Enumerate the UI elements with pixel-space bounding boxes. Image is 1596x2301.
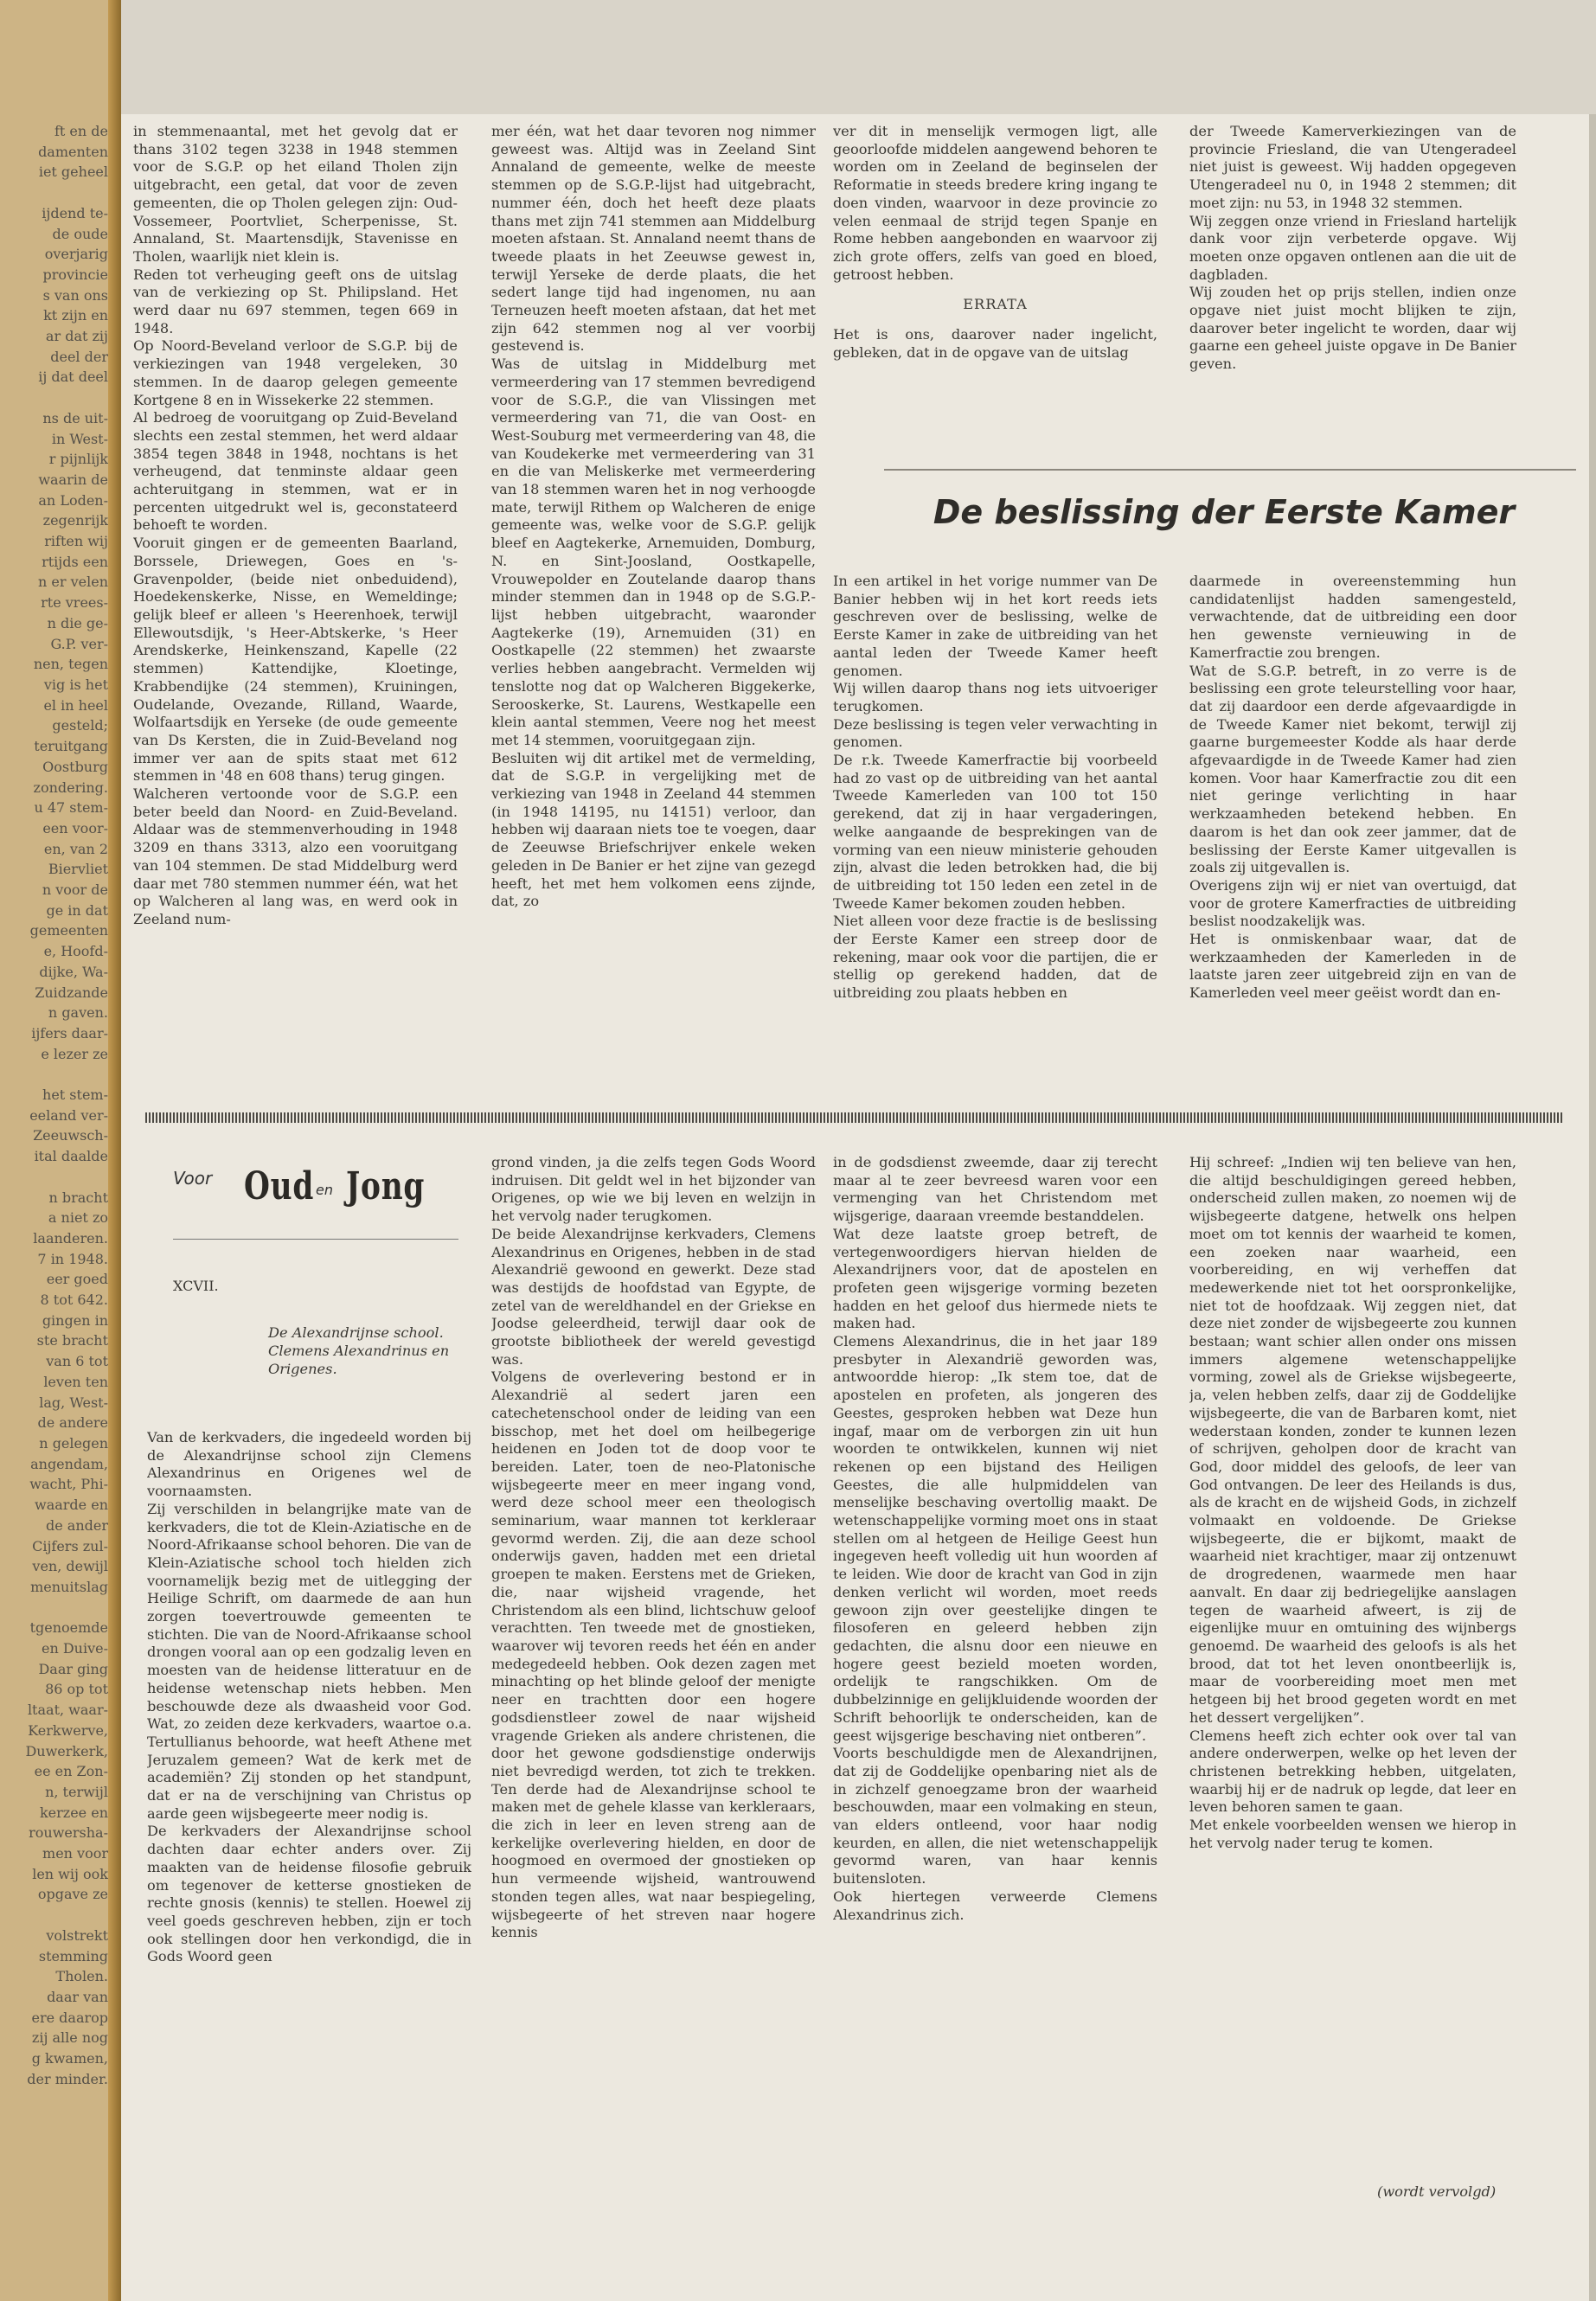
strip-line: gemeenten (29, 922, 108, 939)
strip-line: nen, tegen (33, 656, 108, 673)
strip-line: eer goed (46, 1271, 108, 1288)
paragraph: In een artikel in het vorige nummer van De Banier hebben wij in het kort reeds iets geschreven over de beslissing, welke de Eerste Kamer in zake de uitbreiding van het aantal leden der Tweede Kamer heeft genomen. (833, 573, 1157, 679)
paragraph: Walcheren vertoonde voor de S.G.P. een beter beeld dan Noord- en Zuid-Beveland. Aldaar was de stemmenverhouding in 1948 3209 en thans 3313, alzo een vooruitgang van 104 stemmen. De stad Middelburg werd daar met 780 stemmen nummer één, wat het op Walcheren al lang was, en werd ook in Zeeland num- (133, 785, 458, 927)
strip-line: eeland ver- (29, 1106, 108, 1124)
strip-line: en, van 2 (43, 840, 108, 857)
top-column-2 (491, 123, 816, 1126)
strip-line: a niet zo (48, 1209, 108, 1227)
strip-line: n gaven. (48, 1004, 108, 1022)
strip-line: ltaat, waar- (27, 1702, 108, 1719)
strip-line: ij dat deel (38, 369, 108, 386)
article-headline: De beslissing der Eerste Kamer (933, 493, 1516, 531)
strip-line: gingen in (42, 1311, 108, 1329)
article-column-1 (833, 573, 1157, 1100)
rubric-title (173, 1164, 458, 1225)
paragraph: daarmede in overeenstemming hun candidatenlijst hadden samengesteld, verwachtende, dat de uitbreiding een door hen gewenste vernieuwing in de Kamerfractie zou brengen. (1189, 573, 1516, 661)
strip-line: Zuidzande (35, 984, 108, 1001)
strip-line: van 6 tot (46, 1353, 108, 1370)
strip-line: men voor (42, 1845, 108, 1862)
binding-gutter (108, 0, 121, 2301)
paragraph: Was de uitslag in Middelburg met vermeerdering van 17 stemmen bevredigend voor de S.G.P., die van Vlissingen met vermeerdering van 71, die van Oost- en West-Souburg met vermeerdering van 48, die van Koudekerke met vermeerdering van 31 en die van Meliskerke met vermeerdering van 18 stemmen waren het in nog verhoogde mate, terwijl Rithem op Walcheren de enige gemeente was, welke voor de S.G.P. gelijk bleef en Aagtekerke, Arnemuiden, Domburg, N. en Sint-Joosland, Oostkapelle, Vrouwepolder en Zoutelande daarop thans minder stemmen dan in 1948 op de S.G.P.-lijst hebben uitgebracht, waaronder Aagtekerke (19), Arnemuiden (31) en Oostkapelle (22 stemmen) het zwaarste verlies hebben aangebracht. Vermelden wij tenslotte nog dat op Walcheren Biggekerke, Serooskerke, St. Laurens, Westkapelle een klein aantal stemmen, Veere nog het meest met 14 stemmen, vooruitgegaan zijn. (491, 356, 816, 748)
strip-line: e, Hoofd- (43, 943, 108, 960)
continued-note: (wordt vervolgd) (1377, 2183, 1497, 2200)
strip-line: Daar ging (38, 1660, 108, 1677)
strip-line (0, 1167, 108, 1188)
strip-line: 7 in 1948. (37, 1250, 108, 1267)
strip-line: teruitgang (34, 738, 108, 755)
strip-line: wacht, Phi- (29, 1476, 108, 1493)
page-spine (0, 0, 121, 2301)
rubric-voor: Voor (173, 1168, 213, 1189)
strip-line: rte vrees- (41, 594, 108, 612)
strip-line: g kwamen, (31, 2050, 108, 2067)
section-divider (884, 469, 1576, 471)
strip-line: n, terwijl (45, 1783, 108, 1800)
paragraph: Op Noord-Beveland verloor de S.G.P. bij de verkiezingen van 1948 vergeleken, 30 stemmen. In de daarop gelegen gemeente Kortgene 8 en in Wissekerke 22 stemmen. (133, 337, 458, 408)
strip-line (0, 388, 108, 408)
strip-line: der minder. (27, 2070, 108, 2087)
strip-line: ft en de (54, 123, 108, 139)
strip-line: gesteld; (52, 717, 108, 734)
strip-line: n voor de (42, 881, 108, 899)
paragraph: Hij schreef: „Indien wij ten believe van hen, die altijd beschuldigingen gereed hebben, onderscheid zullen maken, zo noemen wij de wijsbegeerte datgene, hetwelk ons helpen moet om tot kennis der waarheid te komen, een zoeken naar waarheid, een voorbereiding, en wij verheffen dat medewerkende niet tot het oorspronkelijke, niet tot de hoofdzaak. Wij zeggen niet, dat deze niet zonder de wijsbegeerte zou kunnen bestaan; want schier allen onder ons missen immers algemene wetenschappelijke vorming, zowel als de Griekse wijsbegeerte, ja, velen hebben zelfs, daar zij de Goddelijke wijsbegeerte, die van de Barbaren komt, niet wederstaan konden, zonder te kunnen lezen of schrijven, geholpen door de kracht van God, door middel des geloofs, de leer van God ontvangen. De leer des Heilands is dus, als de kracht en de wijsheid Gods, in zichzelf volmaakt en voldoende. De Griekse wijsbegeerte, die er bijkomt, maakt de waarheid niet krachtiger, maar zij ontzenuwt de drogredenen, waarmede men haar aanvalt. En daar zij bedriegelijke aanslagen tegen de waarheid afweert, is zij de eigenlijke muur en omtuining des wijnbergs genoemd. De waarheid des geloofs is als het brood, dat tot het leven onontbeerlijk is, maar de voorbereiding moet men met hetgeen bij het brood gegeten wordt en met het dessert vergelijken”. (1189, 1154, 1516, 1726)
strip-line: n gelegen (39, 1435, 108, 1452)
strip-line: ge in dat (46, 901, 108, 919)
strip-line: zij alle nog (31, 2029, 108, 2047)
bottom-column-2 (491, 1154, 816, 2227)
strip-line: stemming (38, 1947, 108, 1965)
top-column-3 (833, 123, 1157, 460)
strip-line: angendam, (30, 1455, 108, 1472)
article-column-2 (1189, 573, 1516, 1100)
strip-line: leven ten (43, 1373, 108, 1390)
strip-line: n die ge- (47, 614, 108, 631)
adjacent-page-text (0, 121, 108, 2111)
strip-line: tgenoemde (29, 1619, 108, 1637)
newspaper-page (121, 114, 1596, 2301)
paragraph: Clemens heeft zich echter ook over tal van andere onderwerpen, welke op het leven der christenen betrekking hebben, uitgelaten, waarbij hij er de nadruk op legde, dat leer en leven behoren samen te gaan. (1189, 1727, 1516, 1816)
strip-line: vig is het (43, 676, 108, 693)
top-column-1 (133, 123, 458, 1126)
strip-line: u 47 stem- (34, 799, 108, 817)
paragraph: Wat de S.G.P. betreft, in zo verre is de beslissing een grote teleurstelling voor haar, dat zij daardoor een derde afgevaardigde in de Tweede Kamer niet bekomt, terwijl zij gaarne burgemeester Kodde als haar derde afgevaardigde in de Tweede Kamer had zien komen. Voor haar Kamerfractie zou dit een niet geringe verlichting in haar werkzaamheden betekend hebben. En daarom is het dan ook zeer jammer, dat de beslissing der Eerste Kamer uitgevallen is zoals zij uitgevallen is. (1189, 662, 1516, 876)
strip-line: kerzee en (39, 1804, 108, 1821)
strip-line: kt zijn en (43, 307, 108, 324)
strip-line: daar van (47, 1988, 108, 2005)
paragraph: der Tweede Kamerverkiezingen van de provincie Friesland, die van Utengeradeel niet juist is geweest. Wij hadden opgegeven Utengeradeel nu 0, in 1948 2 stemmen; dit moet zijn: nu 53, in 1948 32 stemmen. (1189, 123, 1516, 211)
paragraph: Wat deze laatste groep betreft, de vertegenwoordigers hiervan hielden de Alexandrijners voor, dat de apostelen en profeten geen wijsgerige vorming bezeten hadden en het geloof dus hiermede niets te maken had. (833, 1225, 1157, 1332)
paragraph: Zij verschilden in belangrijke mate van de kerkvaders, die tot de Klein-Aziatische en de Noord-Afrikaanse school behoren. Die van de Klein-Aziatische school toch hielden zich voornamelijk bezig met de uitlegging der Heilige Schrift, om daarmede de aan hun zorgen toevertrouwde gemeenten te stichten. Die van de Noord-Afrikaanse school drongen vooral aan op een godzalig leven en moesten van de heidense litteratuur en de heidense wetenschap niets hebben. Men beschouwde deze als dwaasheid voor God. Wat, zo zeiden deze kerkvaders, waartoe o.a. Tertullianus behoorde, wat heeft Athene met Jeruzalem gemeen? Wat de kerk met de academiën? Zij stonden op het standpunt, dat er na de verschijning van Christus op aarde geen wijsbegeerte meer nodig is. (147, 1500, 471, 1822)
paragraph: Deze beslissing is tegen veler verwachting in genomen. (833, 715, 1157, 751)
strip-line: r pijnlijk (48, 451, 108, 468)
strip-line: el in heel (43, 696, 108, 714)
strip-line: volstrekt (46, 1926, 108, 1944)
strip-line: zondering. (33, 779, 108, 796)
paragraph: Overigens zijn wij er niet van overtuigd, dat voor de grotere Kamerfracties de uitbreiding beslist noodzakelijk was. (1189, 876, 1516, 930)
strip-line: 8 tot 642. (40, 1292, 108, 1309)
strip-line: ijfers daar- (31, 1024, 108, 1042)
paragraph: Al bedroeg de vooruitgang op Zuid-Beveland slechts een zestal stemmen, het werd aldaar 3854 tegen 3848 in 1948, nochtans is het verheugend, dat tenminste aldaar geen achteruitgang in stemmen, wat er in percenten uitgedrukt wel is, geconstateerd behoeft te worden. (133, 409, 458, 534)
page-edge (1589, 114, 1596, 2301)
strip-line: het stem- (42, 1086, 108, 1104)
strip-line: provincie (42, 266, 108, 283)
strip-line: n er velen (38, 574, 108, 591)
strip-line: waarin de (38, 471, 108, 488)
paragraph: in stemmenaantal, met het gevolg dat er thans 3102 tegen 3238 in 1948 stemmen voor de S.G.P. op het eiland Tholen zijn uitgebracht, een getal, dat voor de zeven gemeenten, die op Tholen gelegen zijn: Oud-Vossemeer, Poortvliet, Scherpenisse, St. Annaland, St. Maartensdijk, Stavenisse en Tholen, waarlijk niet klein is. (133, 123, 458, 265)
strip-line: in West- (51, 430, 108, 447)
strip-line: n bracht (48, 1189, 108, 1206)
strip-line: ste bracht (36, 1332, 108, 1349)
paragraph: mer één, wat het daar tevoren nog nimmer geweest was. Altijd was in Zeeland Sint Annaland de gemeente, welke de meeste stemmen op de S.G.P.-lijst had uitgebracht, nummer één, doch het heeft deze plaats thans met zijn 741 stemmen aan Middelburg moeten afstaan. St. Annaland neemt thans de tweede plaats in het Zeeuwse gewest in, terwijl Yerseke de derde plaats, die het sedert lange tijd had ingenomen, nu aan Terneuzen heeft moeten afstaan, dat het met zijn 642 stemmen nog al ver voorbij gestevend is. (491, 123, 816, 355)
top-column-4 (1189, 123, 1516, 460)
strip-line: Cijfers zul- (32, 1537, 108, 1554)
paragraph: Volgens de overlevering bestond er in Alexandrië al sedert jaren een catechetenschool onder de leiding van een bisschop, met het doel om heilbegerige heidenen en Joden tot de doop voor te bereiden. Later, toen de neo-Platonische wijsbegeerte meer en meer ingang vond, werd deze school meer een theologisch seminarium, waar mannen tot kerkleraar gevormd werden. Zij, die aan deze school onderwijs gaven, hadden met een drietal groepen te maken. Eerstens met de Grieken, die, naar wijsheid vragende, het Christendom als een blind, lichtschuw geloof verachtten. Ten tweede met de gnostieken, waarover wij tevoren reeds het één en ander medegedeeld hebben. Ook dezen zagen met minachting op het blinde geloof der menigte neer en trachtten door een hogere godsdienstleer zowel de naar wijsheid vragende Grieken als andere christenen, die door het gewone godsdienstige onderwijs niet bevredigd werden, tot zich te trekken. Ten derde had de Alexandrijnse school te maken met de gehele klasse van kerkleraars, die zich in leer en leven streng aan de kerkelijke overlevering hielden, en door de hoogmoed en overmoed der gnostieken op hun vermeende wijsheid, wantrouwend stonden tegen alles, wat naar bespiegeling, wijsbegeerte of het streven naar hogere kennis (491, 1368, 816, 1941)
paragraph: Het is onmiskenbaar waar, dat de werkzaamheden der Kamerleden in de laatste jaren zeer uitgebreid zijn en van de Kamerleden veel meer geëist wordt dan en- (1189, 931, 1516, 1002)
strip-line: len wij ook (32, 1865, 108, 1882)
rubric-jong: Jong (346, 1164, 426, 1208)
paragraph: Met enkele voorbeelden wensen we hierop in het vervolg nader terug te komen. (1189, 1817, 1516, 1851)
strip-line: laanderen. (33, 1229, 108, 1247)
strip-line: de oude (52, 225, 108, 242)
errata-title: ERRATA (963, 296, 1028, 313)
strip-line: ns de uit- (42, 409, 108, 426)
strip-line: 86 op tot (45, 1681, 108, 1698)
strip-line: Oostburg (42, 758, 108, 775)
bottom-column-4 (1189, 1154, 1516, 2175)
paragraph: Van de kerkvaders, die ingedeeld worden bij de Alexandrijnse school zijn Clemens Alexandrinus en Origenes wel de voornaamsten. (147, 1429, 471, 1500)
paragraph: Voorts beschuldigde men de Alexandrijnen, dat zij de Goddelijke openbaring niet als de in zichzelf genoegzame bron der waarheid beschouwden, maar een volmaking en steun, van elders ontleend, voor haar nodig keurden, en allen, die niet wetenschappelijk gevormd waren, van haar kennis buitensloten. (833, 1745, 1157, 1888)
strip-line: Zeeuwsch- (33, 1127, 108, 1144)
strip-line: de andere (37, 1414, 108, 1432)
strip-line: en Duive- (41, 1640, 108, 1657)
strip-line (0, 183, 108, 203)
strip-line: een voor- (42, 819, 108, 836)
paragraph: Wij zeggen onze vriend in Friesland hartelijk dank voor zijn verbeterde opgave. Wij moeten onze opgaven ontlenen aan die uit de dagbladen. (1189, 212, 1516, 283)
paragraph: De beide Alexandrijnse kerkvaders, Clemens Alexandrinus en Origenes, hebben in de stad Alexandrië gewoond en gewerkt. Deze stad was destijds de hoofdstad van Egypte, de zetel van de wereldhandel en der Griekse en Joodse geleerdheid, terwijl daar ook de grootste bibliotheek der wereld gevestigd was. (491, 1225, 816, 1368)
paragraph: Niet alleen voor deze fractie is de beslissing der Eerste Kamer een streep door de rekening, maar ook voor die partijen, die er stellig op gerekend hadden, dat de uitbreiding zou plaats hebben en (833, 913, 1157, 1002)
strip-line: ital daalde (34, 1148, 108, 1165)
rubric-underline (173, 1239, 458, 1240)
strip-line: G.P. ver- (50, 635, 108, 652)
strip-line: waarde en (35, 1497, 108, 1514)
paragraph: grond vinden, ja die zelfs tegen Gods Woord indruisen. Dit geldt wel in het bijzonder van Origenes, op wie we bij leven en welzijn in het vervolg nader terugkomen. (491, 1154, 816, 1225)
bottom-column-3 (833, 1154, 1157, 2227)
strip-line: e lezer ze (41, 1045, 108, 1062)
rubric-en: en (316, 1182, 333, 1198)
strip-line: overjarig (44, 246, 108, 263)
errata-text: Het is ons, daarover nader ingelicht, gebleken, dat in de opgave van de uitslag (833, 326, 1157, 361)
strip-line: zegenrijk (42, 512, 108, 529)
strip-line: Biervliet (48, 861, 108, 878)
strip-line: riften wij (44, 533, 108, 550)
paragraph: Besluiten wij dit artikel met de vermelding, dat de S.G.P. in vergelijking met de verkiezing van 1948 in Zeeland 44 stemmen (in 1948 14195, nu 14151) verloor, dan hebben wij daaraan niets toe te voegen, daar de Zeeuwse Briefschrijver enkele weken geleden in De Banier er het zijne van gezegd heeft, het met hem volkomen eens zijnde, dat, zo (491, 749, 816, 910)
strip-line: Duwerkerk, (25, 1742, 108, 1759)
paragraph: Wij willen daarop thans nog iets uitvoeriger terugkomen. (833, 680, 1157, 715)
paragraph: De r.k. Tweede Kamerfractie bij voorbeeld had zo vast op de uitbreiding van het aantal Tweede Kamerleden van 100 tot 150 gerekend, dat zij in haar vergaderingen, welke aangaande de besprekingen van de vorming van een nieuw ministerie gehouden zijn, alvast die leden betrokken had, die bij de uitbreiding tot 150 leden een zetel in de Tweede Kamer bekomen zouden hebben. (833, 752, 1157, 912)
strip-line: dijke, Wa- (39, 963, 108, 980)
strip-line: s van ons (42, 286, 108, 304)
strip-line: ee en Zon- (34, 1763, 108, 1780)
strip-line: ere daarop (31, 2009, 108, 2026)
bottom-column-1 (147, 1429, 471, 2242)
paragraph: De kerkvaders der Alexandrijnse school dachten daar echter anders over. Zij maakten van de heidense filosofie gebruik om tegenover de ketterse gnostieken de rechte gnosis (kennis) te stellen. Hoewel zij veel goeds geschreven hebben, zijn er toch ook stellingen door hen verkondigd, die in Gods Woord geen (147, 1823, 471, 1965)
strip-line: menuitslag (30, 1578, 108, 1595)
strip-line (0, 1905, 108, 1926)
paragraph: Ook hiertegen verweerde Clemens Alexandrinus zich. (833, 1888, 1157, 1923)
strip-line: de ander (46, 1516, 108, 1534)
paragraph: ver dit in menselijk vermogen ligt, alle geoorloofde middelen aangewend behoren te worden om in Zeeland de beginselen der Reformatie in steeds bredere kring ingang te doen vinden, waarvoor in deze provincie zo velen eenmaal de strijd tegen Spanje en Rome hebben aangebonden en waarvoor zij zich grote offers, zelfs van goed en bloed, getroost hebben. (833, 123, 1157, 283)
paragraph: in de godsdienst zweemde, daar zij terecht maar al te zeer bevreesd waren voor een vermenging van het Christendom met wijsgerige, daaraan vreemde bestanddelen. (833, 1154, 1157, 1225)
strip-line: ven, dewijl (32, 1558, 108, 1575)
strip-line: rouwersha- (29, 1824, 108, 1842)
paragraph: Reden tot verheuging geeft ons de uitslag van de verkiezing op St. Philipsland. Het werd daar nu 697 stemmen, tegen 669 in 1948. (133, 266, 458, 336)
paragraph: Vooruit gingen er de gemeenten Baarland, Borssele, Driewegen, Goes en 's-Gravenpolder, (beide niet onbeduidend), Hoedekenskerke, Nisse, en Wemeldinge; gelijk bleef er alleen 's Heerenhoek, terwijl Ellewoutsdijk, 's Heer-Abtskerke, 's Heer Arendskerke, Heinkenszand, Kapelle (22 stemmen) Kattendijke, Kloetinge, Krabbendijke (24 stemmen), Kruiningen, Oudelande, Ovezande, Rilland, Waarde, Wolfaartsdijk en Yerseke (de oude gemeente van Ds Kersten, die in Zuid-Beveland nog immer ver aan de spits staat met 612 stemmen in '48 en 608 thans) terug gingen. (133, 535, 458, 785)
installment-subtitle: De Alexandrijnse school. Clemens Alexandrinus en Origenes. (268, 1324, 450, 1377)
strip-line: iet geheel (38, 163, 108, 181)
strip-line: opgave ze (37, 1886, 108, 1903)
rubric-oud: Oud (244, 1164, 315, 1208)
paragraph: Clemens Alexandrinus, die in het jaar 189 presbyter in Alexandrië geworden was, antwoordde hierop: „Ik stem toe, dat de apostelen en profeten, als jongeren des Geestes, gesproken hebben wat Deze hun ingaf, maar om de verborgen zin uit hun woorden te ontwikkelen, kunnen wij niet rekenen op een bijstand des Heiligen Geestes, die alle hulpmiddelen van menselijke beschaving overtollig maakt. De wetenschappelijke vorming moet ons in staat stellen om al hetgeen de Heilige Geest hun ingegeven heeft volledig uit hun woorden af te leiden. Wie door de kracht van God in zijn denken verlicht wil worden, moet reeds gewoon zijn over geestelijke dingen te filosoferen en geleerd hebben zijn gedachten, die alsnu door een nieuwe en hogere geest bezield moeten worden, ordelijk te rangschikken. Om de dubbelzinnige en gelijkluidende woorden der Schrift behoorlijk te onderscheiden, kan de geest wijsgerige beschaving niet ontberen”. (833, 1333, 1157, 1744)
reformation-paragraph (833, 123, 1157, 284)
strip-line: ar dat zij (45, 328, 108, 345)
strip-line: deel der (50, 348, 108, 365)
strip-line (0, 1064, 108, 1085)
strip-line: rtijds een (42, 553, 108, 570)
ornamental-divider (145, 1112, 1564, 1123)
strip-line: damenten (38, 143, 108, 160)
installment-number: XCVII. (173, 1278, 219, 1294)
strip-line (0, 1598, 108, 1618)
paragraph: Wij zouden het op prijs stellen, indien onze opgave niet juist mocht blijken te zijn, daarover beter ingelicht te worden, daar wij gaarne een geheel juiste opgave in De Banier geven. (1189, 284, 1516, 373)
strip-line: Kerkwerve, (28, 1721, 108, 1739)
strip-line: ijdend te- (42, 204, 108, 221)
strip-line: Tholen. (55, 1968, 108, 1985)
strip-line: lag, West- (39, 1394, 108, 1411)
strip-line: an Loden- (38, 491, 108, 509)
